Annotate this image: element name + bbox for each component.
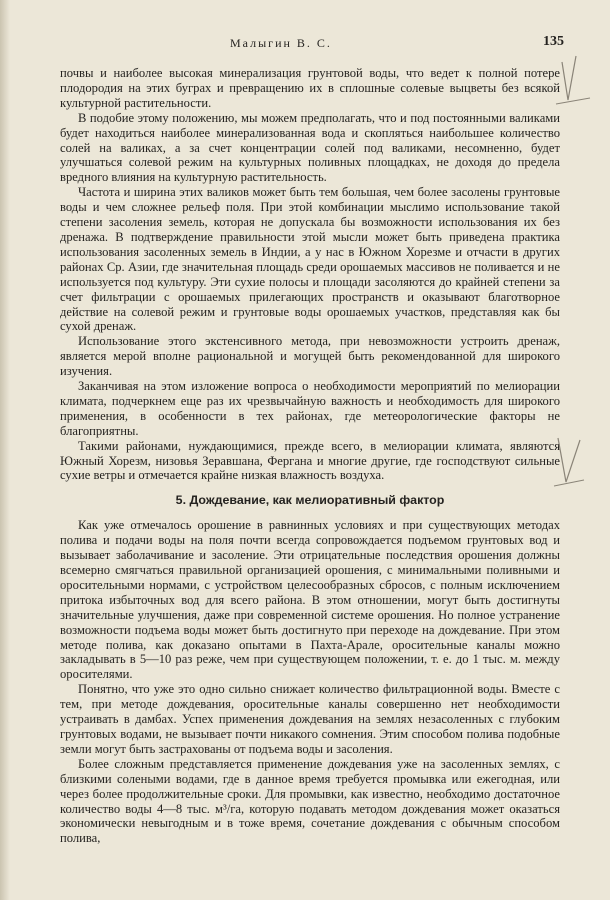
page-number: 135 (543, 34, 564, 49)
header-author: Малыгин В. С. (230, 36, 332, 50)
paragraph: В подобие этому положению, мы можем предполагать, что и под постоянными валиками будет находиться наиболее минерализованная вода и скопляться наибольшее количество солей на валиках, а за счет концентрации солей под валиками, несомненно, будет улучшаться солевой режим на культурных поливных площадках, не доходя до предела вредного влияния на культурную растительность. (60, 110, 560, 185)
paragraph: Заканчивая на этом изложение вопроса о необходимости мероприятий по мелиорации климата, подчеркнем еще раз их чрезвычайную важность и необходимость для широкого применения, в особенности в тех районах, где метеорологические факторы не благоприятны. (60, 379, 560, 438)
pencil-mark-top (562, 56, 576, 100)
pencil-mark-middle-line (554, 480, 584, 486)
page-edge-shadow (0, 0, 10, 900)
paragraph: Более сложным представляется применение дождевания уже на засоленных землях, с близкими солеными водами, где в данное время требуется промывка или ежегодная, или через более продолжительные сроки. Для промывки, как известно, необходимо достаточное количество воды 4—8 тыс. м³/га, которую подавать методом дождевания может оказаться экономически невыгодным и в тоже время, сочетание дождевания с обычным способом полива, (60, 756, 560, 846)
paragraph: Использование этого экстенсивного метода, при невозможности устроить дренаж, является мерой вполне рациональной и могущей быть рекомендованной для широкого изучения. (60, 334, 560, 379)
section-heading: 5. Дождевание, как мелиоративный фактор (175, 493, 445, 508)
paragraph: почвы и наиболее высокая минерализация грунтовой воды, что ведет к полной потере плодородия на этих буграх и превращению их в сплошные солевые выцветы без всякой культурной растительности. (60, 66, 560, 110)
pencil-mark-middle (558, 438, 580, 482)
paragraph: Частота и ширина этих валиков может быть тем большая, чем более засолены грунтовые воды и чем сложнее рельеф поля. При этой комбинации мыслимо использование такой степени засоления земель, которая не допускала бы возможности использования их без дренажа. В подтверждение правильности этой мысли может быть приведена практика использования засоленных земель в Индии, а у нас в Южном Хорезме и отчасти в других районах Ср. Азии, где значительная площадь среди орошаемых массивов не поливается и не используется под культуру. Эти сухие полосы и площади засоляются до крайней степени за счет фильтрации с орошаемых прилегающих пространств и оказывают благотворное действие на солевой режим и грунтовые воды орошаемых участков, представляя как бы сухой дренаж. (60, 185, 560, 334)
paragraph: Понятно, что уже это одно сильно снижает количество фильтрационной воды. Вместе с тем, при методе дождевания, оросительные каналы совершенно нет необходимости устраивать в дамбах. Успех применения дождевания на землях незасоленных с глубоким грунтовых водами, не вызывает почти никакого сомнения. Этим способом полива подобные земли могут быть застрахованы от подъема воды и засоления. (60, 682, 560, 756)
running-header (60, 36, 564, 54)
pencil-mark-top-line (556, 98, 590, 104)
paragraph: Как уже отмечалось орошение в равнинных условиях и при существующих методах полива и подачи воды на поля почти всегда сопровождается подъемом грунтовых вод и вызывает заболачивание и засоление. Эти отрицательные последствия орошения должны всемерно смягчаться правильной организацией орошения, с минимальными поливными и оросительными нормами, с устройством целесообразных сбросов, с полным исключением притока избыточных вод для всего района. В этом отношении, могут быть достигнуты значительные улучшения, даже при современной системе орошения. Но полное устранение возможности подъема воды может быть достигнуто при переходе на дождевание. При этом методе полива, как доказано опытами в Пахта-Арале, оросительные каналы можно закладывать в 5—10 раз реже, чем при существующем положении, т. е. до 1 тыс. м. между оросителями. (60, 518, 560, 682)
paragraph: Такими районами, нуждающимися, прежде всего, в мелиорации климата, являются Южный Хорезм, низовья Зеравшана, Фергана и многие другие, где господствуют сильные сухие ветры и отмечается крайне низкая влажность воздуха. (60, 438, 560, 483)
pencil-margin-marks (550, 0, 610, 900)
body-text (60, 66, 560, 846)
